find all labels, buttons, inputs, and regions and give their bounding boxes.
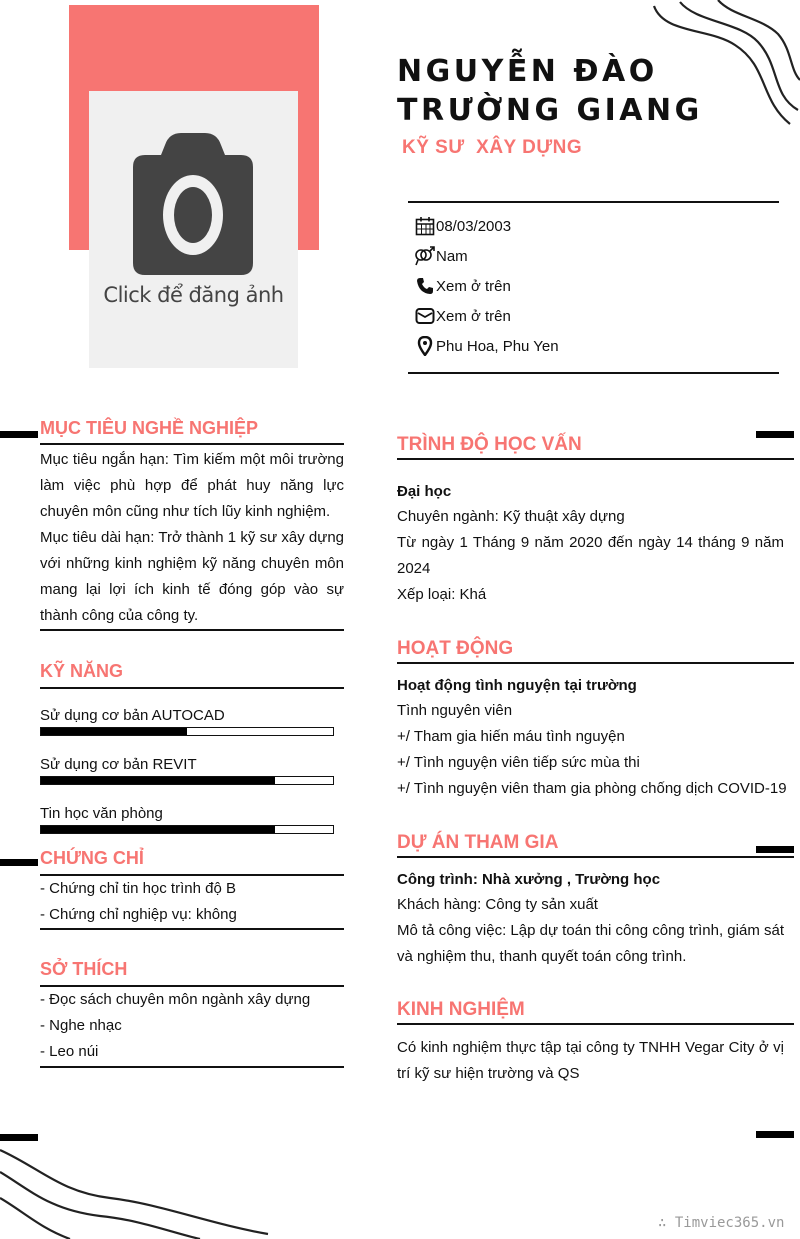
phone-icon (413, 276, 436, 296)
name-line-1: NGUYỄN ĐÀO (397, 54, 658, 89)
decor-bar-right-3 (756, 1131, 794, 1138)
objective-rule-top (40, 443, 344, 445)
activity-item: +/ Tham gia hiến máu tình nguyện (397, 728, 625, 745)
decor-bar-right-2 (756, 846, 794, 853)
envelope-icon (413, 306, 436, 326)
objective-rule-bottom (40, 629, 344, 631)
objective-short: Mục tiêu ngắn hạn: Tìm kiếm một môi trường làm việc phù hợp để phát huy năng lực chuyên môn cũng như tích lũy kinh nghiệm. (40, 451, 344, 520)
photo-caption: Click để đăng ảnh (103, 283, 284, 307)
objective-title: MỤC TIÊU NGHỀ NGHIỆP (40, 418, 259, 438)
experience-title: KINH NGHIỆM (397, 999, 525, 1020)
skill-bar-revit (40, 776, 334, 785)
activity-name: Hoạt động tình nguyện tại trường (397, 677, 637, 694)
activity-item: +/ Tình nguyện viên tham gia phòng chống dịch COVID-19 (397, 780, 787, 797)
activities-title: HOẠT ĐỘNG (397, 638, 514, 659)
camera-icon (129, 131, 257, 279)
hobbies-rule-bottom (40, 1066, 344, 1068)
education-school: Đại học (397, 483, 452, 500)
certificates-title: CHỨNG CHỈ (40, 848, 144, 868)
decor-bar-right-1 (756, 431, 794, 438)
objective-long: Mục tiêu dài hạn: Trở thành 1 kỹ sư xây dựng với những kinh nghiệm kỹ năng chuyên môn mang lại lợi ích kinh tế đóng góp vào sự thành công của công ty. (40, 529, 344, 624)
map-pin-icon (413, 336, 436, 356)
skills-title: KỸ NĂNG (40, 661, 124, 681)
activity-item: +/ Tình nguyện viên tiếp sức mùa thi (397, 754, 640, 771)
certificate-item: - Chứng chỉ tin học trình độ B (40, 880, 236, 897)
skill-bar-office (40, 825, 334, 834)
gender-icon (413, 246, 436, 266)
skill-fill (41, 777, 275, 784)
contact-phone (413, 275, 511, 297)
contact-birthday (413, 215, 511, 237)
activities-rule (397, 662, 794, 664)
birthday-value: 08/03/2003 (436, 217, 512, 235)
hobby-item: - Leo núi (40, 1043, 99, 1060)
hobby-item: - Nghe nhạc (40, 1017, 122, 1034)
education-rule (397, 458, 794, 460)
skills-rule (40, 687, 344, 689)
education-grade: Xếp loại: Khá (397, 586, 487, 603)
skill-label: Sử dụng cơ bản REVIT (40, 756, 197, 773)
education-title: TRÌNH ĐỘ HỌC VẤN (397, 434, 582, 455)
gender-value: Nam (436, 247, 468, 265)
project-client: Khách hàng: Công ty sản xuất (397, 896, 598, 913)
contact-divider-top (408, 201, 779, 203)
hobbies-title: SỞ THÍCH (40, 959, 128, 979)
skill-fill (41, 826, 275, 833)
decor-bar-left-1 (0, 431, 38, 438)
address-value: Phu Hoa, Phu Yen (436, 337, 559, 355)
activity-role: Tình nguyên viên (397, 702, 513, 719)
job-title: KỸ SƯ XÂY DỰNG (402, 137, 583, 158)
footer-watermark[interactable]: ∴ Timviec365.vn (658, 1215, 785, 1231)
decorative-curves-bottom (0, 1140, 270, 1239)
hobby-item: - Đọc sách chuyên môn ngành xây dựng (40, 991, 311, 1008)
contact-email (413, 305, 511, 327)
education-major: Chuyên ngành: Kỹ thuật xây dựng (397, 508, 625, 525)
project-description: Mô tả công việc: Lập dự toán thi công công trình, giám sát và nghiệm thu, thanh quyết toán công trình. (397, 922, 784, 965)
contact-gender (413, 245, 468, 267)
skill-fill (41, 728, 187, 735)
contact-divider-bottom (408, 372, 779, 374)
photo-upload-area[interactable] (89, 91, 298, 368)
projects-title: DỰ ÁN THAM GIA (397, 832, 559, 853)
name-line-2: TRƯỜNG GIANG (397, 93, 703, 128)
education-period: Từ ngày 1 Tháng 9 năm 2020 đến ngày 14 tháng 9 năm 2024 (397, 534, 784, 577)
contact-address (413, 335, 559, 357)
phone-value: Xem ở trên (436, 277, 511, 295)
full-name (397, 52, 797, 130)
decor-bar-left-3 (0, 1134, 38, 1141)
certificate-item: - Chứng chỉ nghiệp vụ: không (40, 906, 237, 923)
projects-rule (397, 856, 794, 858)
skill-label: Tin học văn phòng (40, 805, 163, 822)
email-value: Xem ở trên (436, 307, 511, 325)
project-name: Công trình: Nhà xưởng , Trường học (397, 871, 661, 888)
certificates-rule-bottom (40, 928, 344, 930)
experience-rule (397, 1023, 794, 1025)
skill-bar-autocad (40, 727, 334, 736)
experience-text: Có kinh nghiệm thực tập tại công ty TNHH Vegar City ở vị trí kỹ sư hiện trường và QS (397, 1039, 784, 1082)
decor-bar-left-2 (0, 859, 38, 866)
calendar-icon (413, 216, 436, 236)
skill-label: Sử dụng cơ bản AUTOCAD (40, 707, 225, 724)
